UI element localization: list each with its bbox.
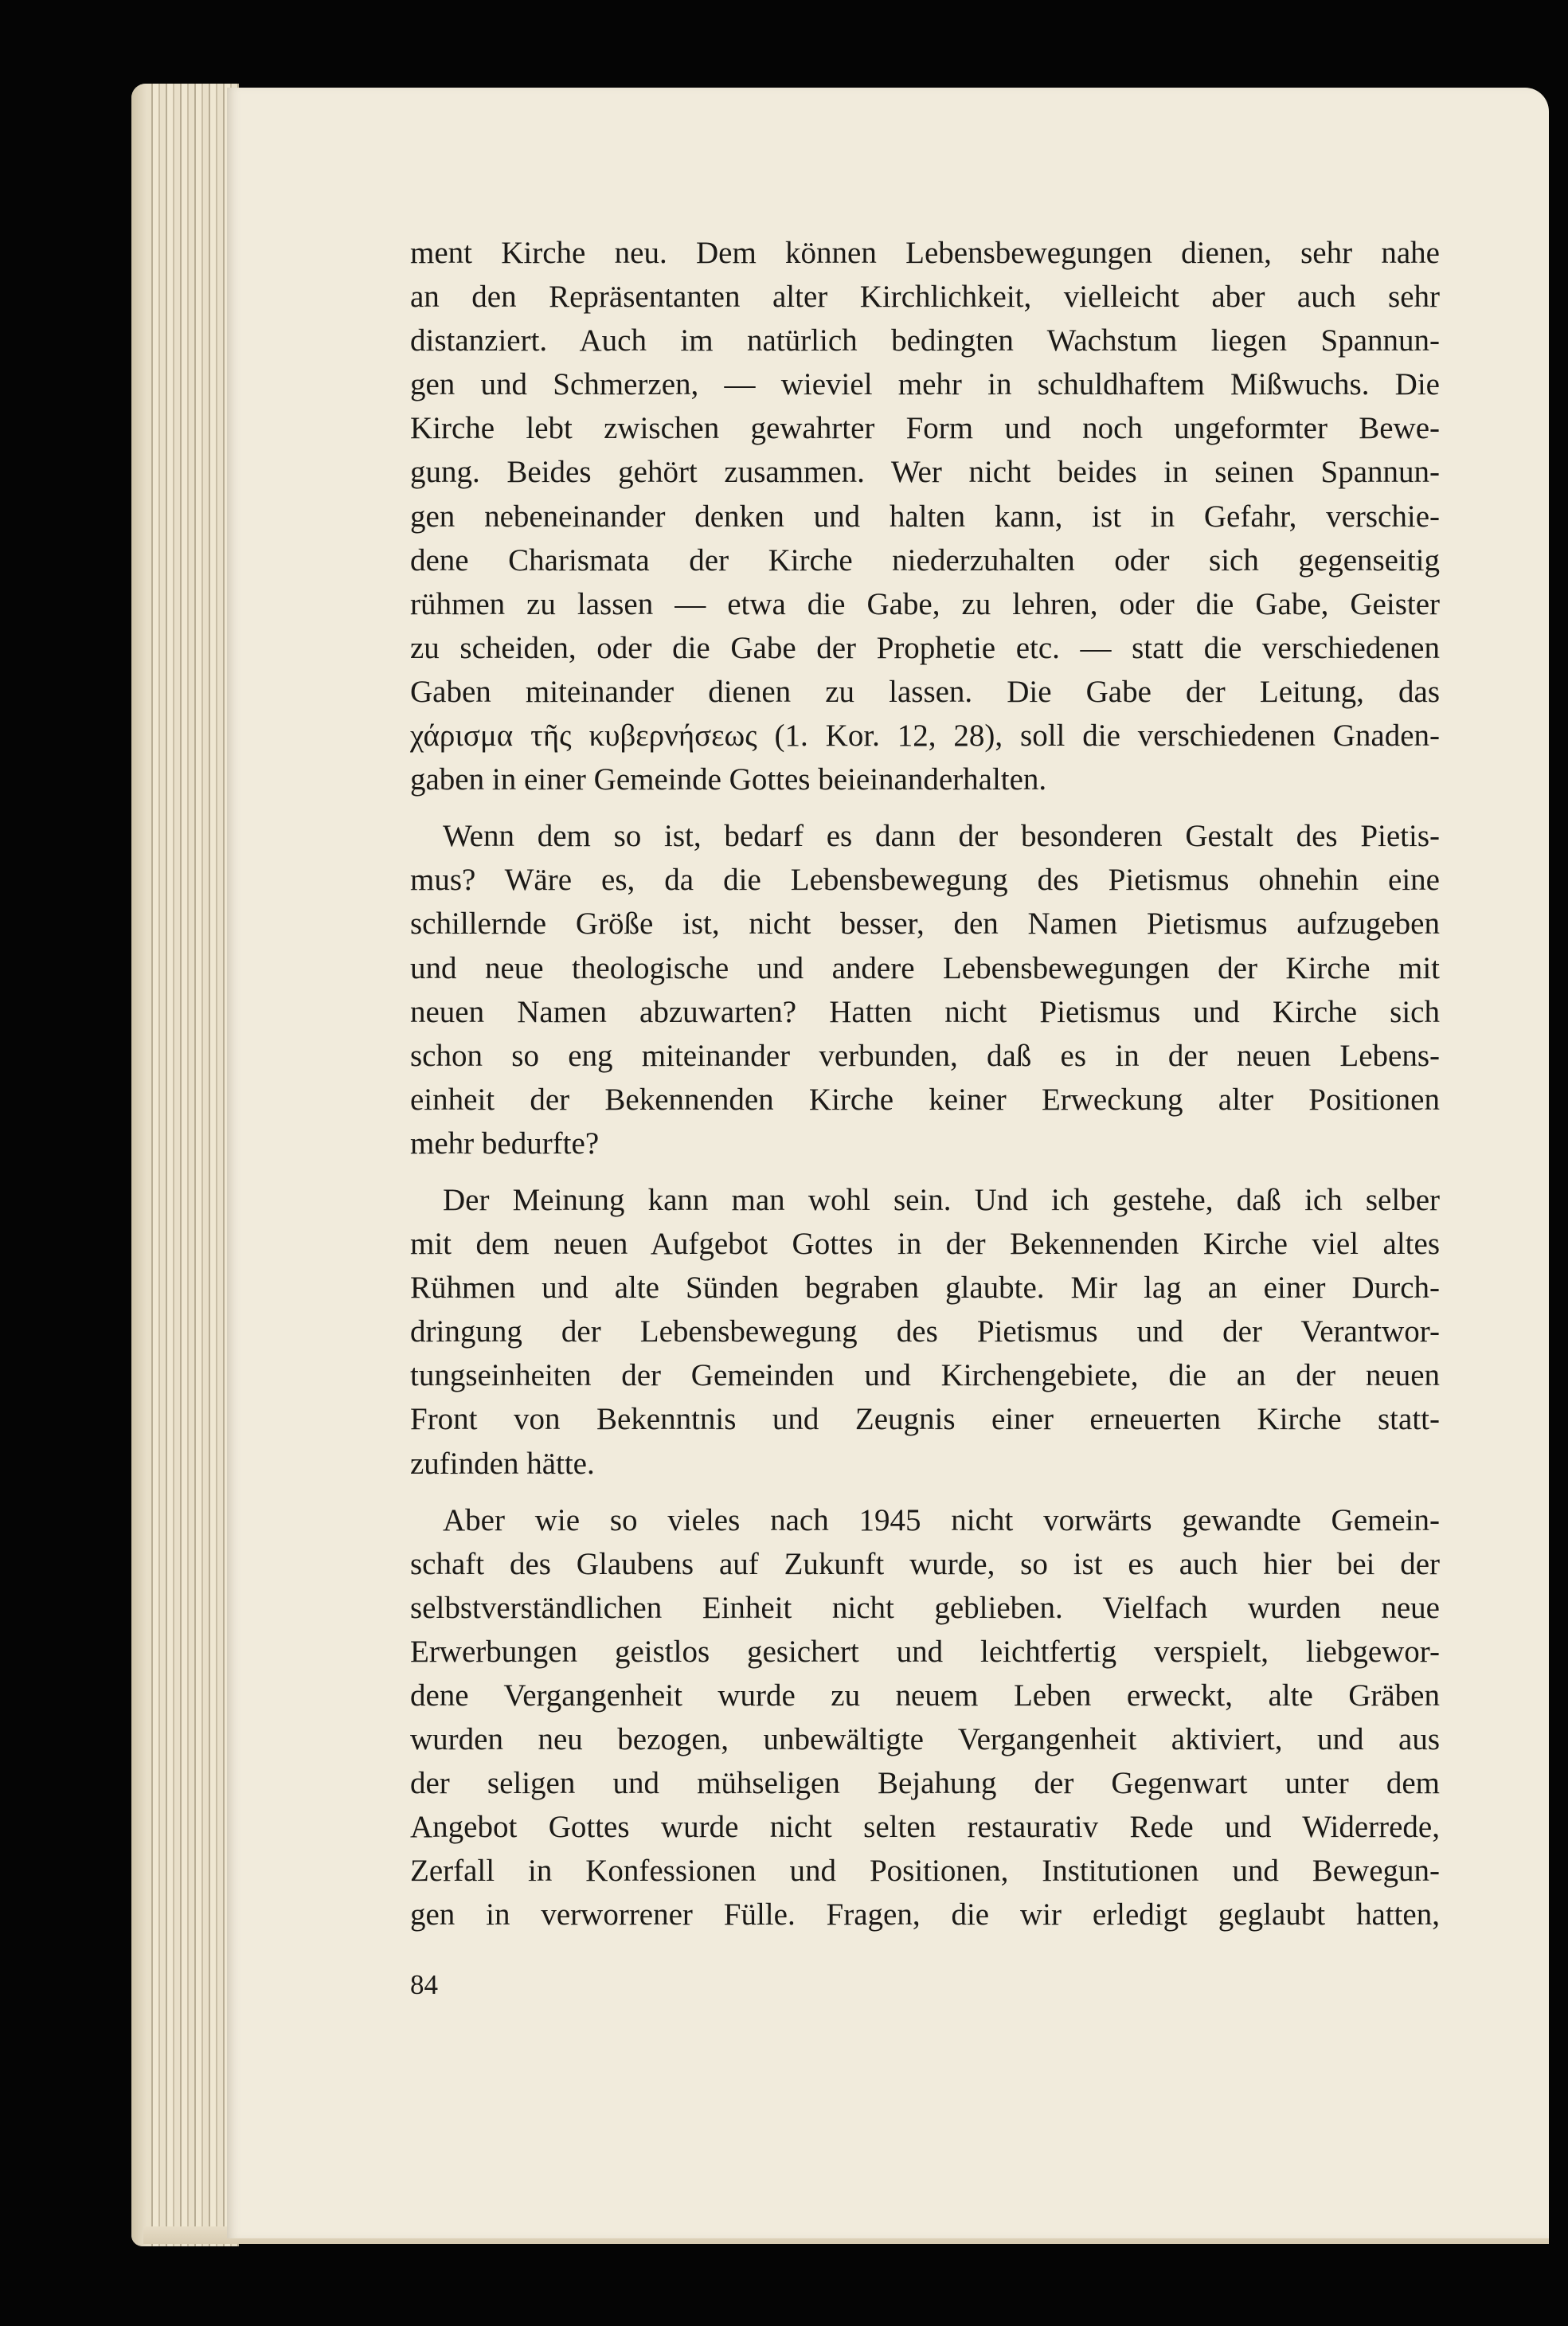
page-edge-shadow: [131, 84, 147, 2246]
paragraph-gap: [410, 1486, 1440, 1498]
text-line: an den Repräsentanten alter Kirchlichkeit, vielleicht aber auch sehr: [410, 280, 1440, 315]
text-line: wurden neu bezogen, unbewältigte Vergangenheit aktiviert, und aus: [410, 1722, 1440, 1757]
page-edge-stack: [131, 84, 239, 2246]
paragraph: [410, 814, 1440, 1165]
paragraph: [410, 231, 1440, 801]
text-line: Gaben miteinander dienen zu lassen. Die Gabe der Leitung, das: [410, 674, 1440, 709]
text-line: gaben in einer Gemeinde Gottes beieinanderhalten.: [410, 762, 1047, 797]
text-line: Erwerbungen geistlos gesichert und leichtfertig verspielt, liebgewor-: [410, 1634, 1440, 1669]
text-line: zu scheiden, oder die Gabe der Prophetie etc. — statt die verschiedenen: [410, 630, 1440, 665]
text-line: mus? Wäre es, da die Lebensbewegung des Pietismus ohnehin eine: [410, 863, 1440, 898]
text-line: mit dem neuen Aufgebot Gottes in der Bekennenden Kirche viel altes: [410, 1227, 1440, 1262]
text-line: selbstverständlichen Einheit nicht geblieben. Vielfach wurden neue: [410, 1590, 1440, 1625]
text-line: Rühmen und alte Sünden begraben glaubte. Mir lag an einer Durch-: [410, 1271, 1440, 1306]
text-line: gen und Schmerzen, — wieviel mehr in schuldhaftem Mißwuchs. Die: [410, 367, 1440, 402]
text-line: Angebot Gottes wurde nicht selten restaurativ Rede und Widerrede,: [410, 1810, 1440, 1845]
text-line: χάρισμα τῆς κυβερνήσεως (1. Kor. 12, 28), soll die verschiedenen Gnaden-: [410, 719, 1440, 754]
text-line: distanziert. Auch im natürlich bedingten Wachstum liegen Spannun-: [410, 323, 1440, 358]
text-line: gung. Beides gehört zusammen. Wer nicht beides in seinen Spannun-: [410, 455, 1440, 490]
text-line: dringung der Lebensbewegung des Pietismus und der Verantwor-: [410, 1314, 1440, 1349]
paragraph: [410, 1498, 1440, 1937]
text-line: der seligen und mühseligen Bejahung der Gegenwart unter dem: [410, 1766, 1440, 1801]
text-line: mehr bedurfte?: [410, 1126, 600, 1161]
text-line: schillernde Größe ist, nicht besser, den Namen Pietismus aufzugeben: [410, 907, 1440, 942]
body-text: [410, 231, 1440, 1937]
text-line: schaft des Glaubens auf Zukunft wurde, so ist es auch hier bei der: [410, 1546, 1440, 1581]
text-line: Der Meinung kann man wohl sein. Und ich gestehe, daß ich selber: [443, 1182, 1440, 1217]
paragraph: [410, 1178, 1440, 1486]
text-line: Zerfall in Konfessionen und Positionen, Institutionen und Bewegun-: [410, 1854, 1440, 1889]
text-line: tungseinheiten der Gemeinden und Kirchengebiete, die an der neuen: [410, 1358, 1440, 1393]
text-line: Kirche lebt zwischen gewahrter Form und noch ungeformter Bewe-: [410, 411, 1440, 446]
text-line: einheit der Bekennenden Kirche keiner Erweckung alter Positionen: [410, 1082, 1440, 1117]
text-line: Wenn dem so ist, bedarf es dann der besonderen Gestalt des Pietis-: [443, 819, 1440, 854]
paragraph-gap: [410, 1165, 1440, 1178]
text-line: ment Kirche neu. Dem können Lebensbewegungen dienen, sehr nahe: [410, 236, 1440, 270]
text-line: zufinden hätte.: [410, 1446, 595, 1481]
text-line: und neue theologische und andere Lebensbewegungen der Kirche mit: [410, 950, 1440, 985]
text-line: Aber wie so vieles nach 1945 nicht vorwärts gewandte Gemein-: [443, 1502, 1440, 1537]
text-line: schon so eng miteinander verbunden, daß es in der neuen Lebens-: [410, 1038, 1440, 1073]
text-line: gen nebeneinander denken und halten kann, ist in Gefahr, verschie-: [410, 499, 1440, 534]
text-line: gen in verworrener Fülle. Fragen, die wir erledigt geglaubt hatten,: [410, 1897, 1440, 1932]
text-line: rühmen zu lassen — etwa die Gabe, zu lehren, oder die Gabe, Geister: [410, 586, 1440, 621]
text-line: Front von Bekenntnis und Zeugnis einer erneuerten Kirche statt-: [410, 1402, 1440, 1437]
paragraph-gap: [410, 801, 1440, 814]
text-line: dene Charismata der Kirche niederzuhalten oder sich gegenseitig: [410, 542, 1440, 578]
text-line: neuen Namen abzuwarten? Hatten nicht Pietismus und Kirche sich: [410, 994, 1440, 1029]
text-line: dene Vergangenheit wurde zu neuem Leben erweckt, alte Gräben: [410, 1678, 1440, 1713]
page-number: 84: [410, 1969, 438, 2000]
